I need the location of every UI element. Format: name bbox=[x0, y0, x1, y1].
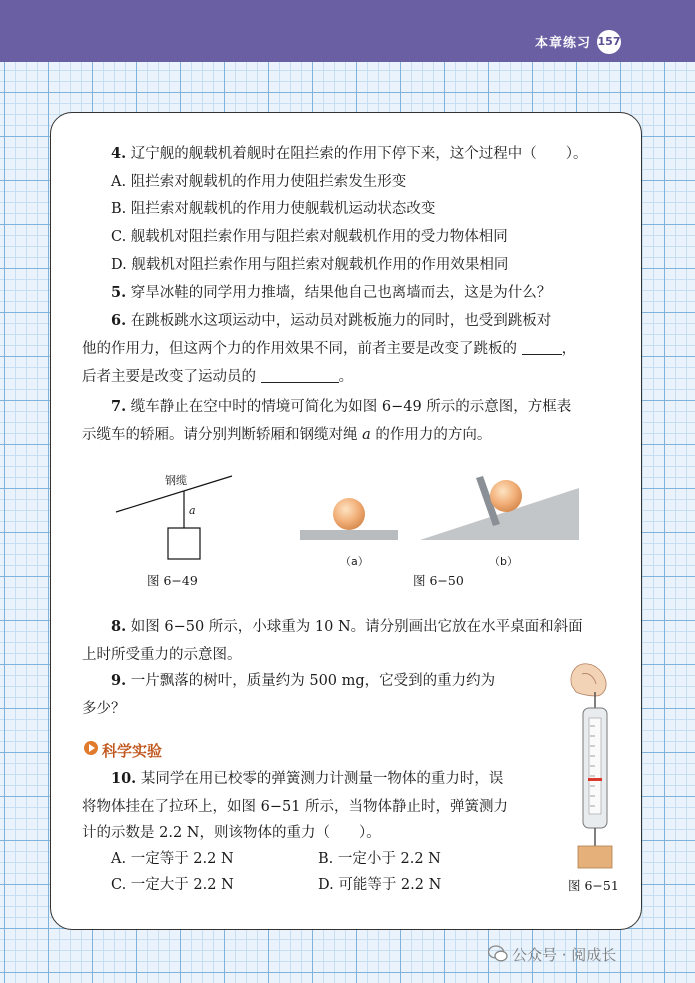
question-4: 4. 辽宁舰的舰载机着舰时在阻拦索的作用下停下来，这个过程中（ ）。 bbox=[111, 145, 588, 162]
question-10-line2: 将物体挂在了拉环上，如图 6−51 所示，当物体静止时，弹簧测力 bbox=[82, 799, 509, 815]
question-9-line2: 多少？ bbox=[82, 701, 126, 717]
q4-option-c: C. 舰载机对阻拦索作用与阻拦索对舰载机作用的受力物体相同 bbox=[111, 229, 508, 245]
question-10-line3: 计的示数是 2.2 N，则该物体的重力（ ）。 bbox=[82, 825, 381, 841]
question-7-line2: 示缆车的轿厢。请分别判断轿厢和钢缆对绳 a 的作用力的方向。 bbox=[82, 427, 492, 443]
figure-6-50-label-b: （b） bbox=[489, 555, 518, 568]
section-title: 科学实验 bbox=[102, 742, 163, 760]
figure-6-50-label-a: （a） bbox=[340, 555, 369, 568]
q10-option-c: C. 一定大于 2.2 N bbox=[111, 877, 234, 893]
question-8-line2: 上时所受重力的示意图。 bbox=[82, 647, 242, 663]
horizontal-table bbox=[300, 530, 398, 540]
question-8: 8. 如图 6−50 所示，小球重为 10 N。请分别画出它放在水平桌面和斜面 bbox=[111, 618, 583, 635]
page-number: 157 bbox=[597, 30, 621, 54]
watermark-text: 公众号 · 阅成长 bbox=[512, 946, 617, 964]
cable-car-box bbox=[168, 528, 200, 559]
ball-b bbox=[490, 480, 522, 512]
figure-6-50 bbox=[296, 468, 581, 548]
figure-6-49-caption: 图 6−49 bbox=[147, 573, 198, 588]
question-5: 5. 穿旱冰鞋的同学用力推墙，结果他自己也离墙而去，这是为什么？ bbox=[111, 284, 552, 301]
answer-blank bbox=[522, 340, 562, 355]
q4-option-d: D. 舰载机对阻拦索作用与阻拦索对舰载机作用的作用效果相同 bbox=[111, 257, 509, 273]
question-7: 7. 缆车静止在空中时的情境可简化为如图 6−49 所示的示意图，方框表 bbox=[111, 398, 572, 415]
rope-label: a bbox=[189, 504, 196, 517]
q10-option-a: A. 一定等于 2.2 N bbox=[111, 851, 234, 867]
question-6-line3: 后者主要是改变了运动员的 。 bbox=[82, 369, 354, 385]
q4-option-a: A. 阻拦索对舰载机的作用力使阻拦索发生形变 bbox=[111, 174, 407, 190]
q10-option-d: D. 可能等于 2.2 N bbox=[318, 877, 442, 893]
figure-6-50-caption: 图 6−50 bbox=[413, 573, 464, 588]
ball-a bbox=[333, 498, 365, 530]
page-header-bar bbox=[0, 0, 695, 62]
q4-option-b: B. 阻拦索对舰载机的作用力使舰载机运动状态改变 bbox=[111, 201, 436, 217]
chapter-section-label: 本章练习 bbox=[534, 36, 591, 51]
answer-blank bbox=[261, 368, 339, 383]
weight-block bbox=[578, 846, 612, 868]
cable-label: 钢缆 bbox=[165, 474, 187, 487]
wechat-icon bbox=[488, 945, 508, 962]
section-marker-icon bbox=[84, 741, 98, 755]
hand-icon bbox=[571, 664, 606, 696]
figure-6-51 bbox=[562, 656, 622, 870]
figure-6-51-caption: 图 6−51 bbox=[568, 878, 619, 893]
scale-pointer bbox=[588, 778, 602, 781]
question-10: 10. 某同学在用已校零的弹簧测力计测量一物体的重力时，误 bbox=[111, 770, 504, 787]
question-9: 9. 一片飘落的树叶，质量约为 500 mg，它受到的重力约为 bbox=[111, 672, 496, 689]
q10-option-b: B. 一定小于 2.2 N bbox=[318, 851, 441, 867]
question-6-line2: 他的作用力，但这两个力的作用效果不同，前者主要是改变了跳板的 ， bbox=[82, 341, 577, 357]
question-6: 6. 在跳板跳水这项运动中，运动员对跳板施力的同时，也受到跳板对 bbox=[111, 312, 552, 329]
